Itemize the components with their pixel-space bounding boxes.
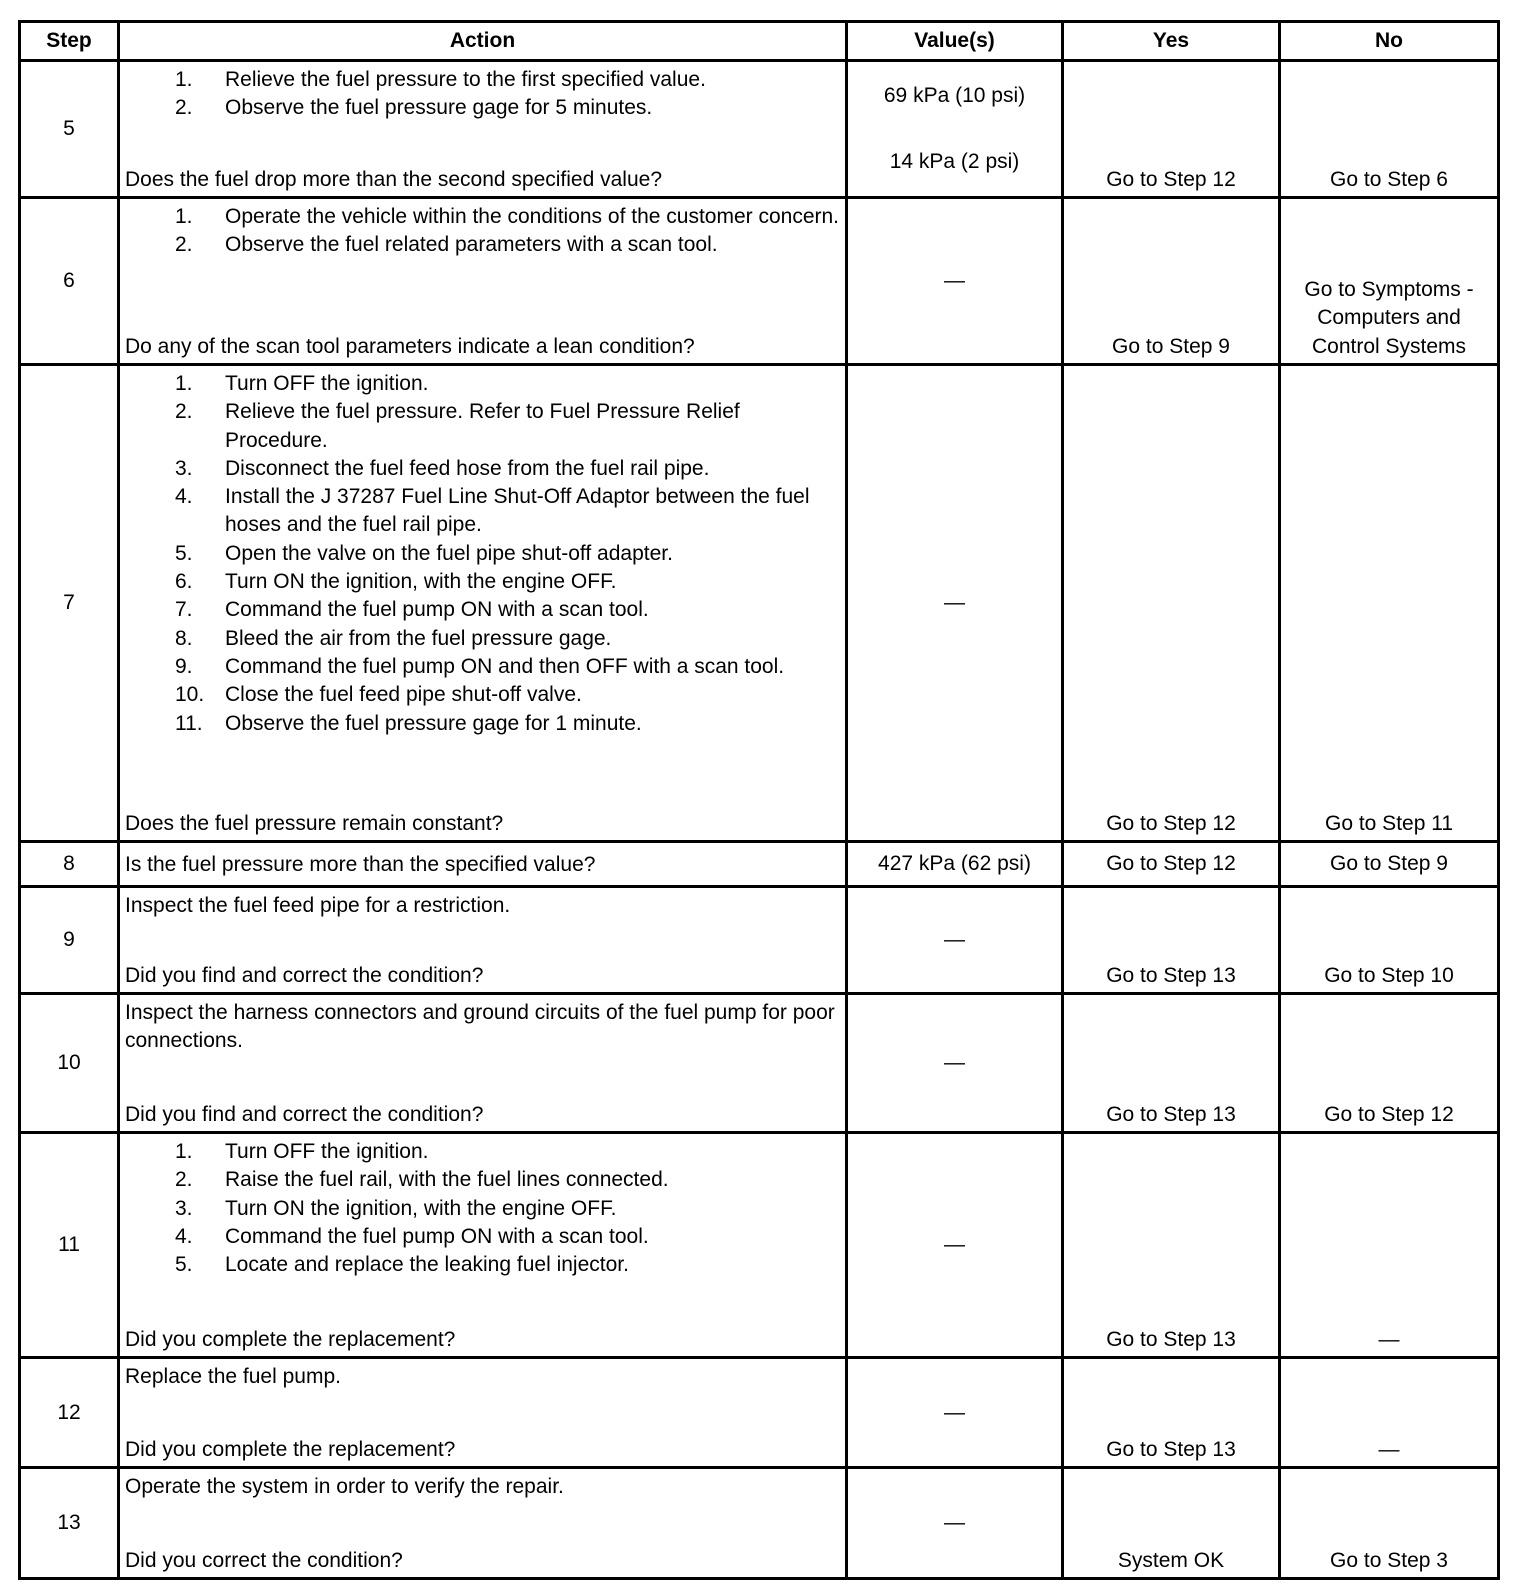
step-number: 9 xyxy=(20,887,119,994)
list-item xyxy=(125,540,839,568)
item-text: Operate the vehicle within the conditions of the customer concern. xyxy=(225,205,840,228)
item-text: Observe the fuel pressure gage for 5 minutes. xyxy=(225,96,653,120)
action-list xyxy=(125,1138,839,1279)
action-question: Did you find and correct the condition? xyxy=(125,963,484,987)
table-row xyxy=(20,365,1499,842)
item-number: 1. xyxy=(175,68,193,91)
step-number: 6 xyxy=(20,198,119,365)
table-row xyxy=(20,887,1499,994)
item-text: Turn ON the ignition, with the engine OFF. xyxy=(225,570,617,594)
header-values: Value(s) xyxy=(847,22,1063,61)
list-item xyxy=(125,1166,839,1194)
action-cell xyxy=(119,1133,847,1358)
item-text: Relieve the fuel pressure. Refer to Fuel Pressure Relief Procedure. xyxy=(225,400,740,452)
item-text: Open the valve on the fuel pipe shut-off adapter. xyxy=(225,541,673,565)
list-item xyxy=(125,455,839,483)
item-number: 2. xyxy=(175,96,193,120)
value-2: 14 kPa (2 psi) xyxy=(889,150,1020,173)
list-item xyxy=(125,231,839,259)
table-row xyxy=(20,1468,1499,1579)
no-cell: Go to Step 3 xyxy=(1280,1468,1499,1579)
header-step: Step xyxy=(20,22,119,61)
item-number: 5. xyxy=(175,1253,193,1277)
item-number: 1. xyxy=(175,1140,193,1163)
item-text: Disconnect the fuel feed hose from the fuel rail pipe. xyxy=(225,456,710,480)
item-text: Install the J 37287 Fuel Line Shut-Off Adaptor between the fuel hoses and the fuel rail pipe. xyxy=(225,485,810,537)
action-cell xyxy=(119,198,847,365)
value-1: 69 kPa (10 psi) xyxy=(883,84,1026,107)
list-item xyxy=(125,203,839,231)
table-row xyxy=(20,842,1499,887)
item-number: 7. xyxy=(175,598,193,622)
action-text: Inspect the fuel feed pipe for a restriction. xyxy=(125,894,511,917)
item-number: 8. xyxy=(175,626,193,650)
action-question: Does the fuel pressure remain constant? xyxy=(125,811,504,835)
step-number: 10 xyxy=(20,994,119,1133)
item-number: 6. xyxy=(175,570,193,594)
values-cell: — xyxy=(847,1358,1063,1468)
item-text: Command the fuel pump ON and then OFF with a scan tool. xyxy=(225,654,785,678)
table-row xyxy=(20,61,1499,198)
action-cell xyxy=(119,1358,847,1468)
table-row xyxy=(20,1358,1499,1468)
action-text: Inspect the harness connectors and ground circuits of the fuel pump for poor connections. xyxy=(125,1001,835,1053)
step-number: 7 xyxy=(20,365,119,842)
item-number: 11. xyxy=(175,711,203,735)
action-text: Operate the system in order to verify the repair. xyxy=(125,1475,564,1498)
item-text: Close the fuel feed pipe shut-off valve. xyxy=(225,683,582,707)
step-number: 11 xyxy=(20,1133,119,1358)
no-cell: Go to Symptoms - Computers and Control Systems xyxy=(1280,198,1499,365)
step-number: 8 xyxy=(20,842,119,887)
item-number: 2. xyxy=(175,1168,193,1192)
item-number: 2. xyxy=(175,233,193,257)
no-cell: Go to Step 10 xyxy=(1280,887,1499,994)
header-yes: Yes xyxy=(1063,22,1280,61)
item-number: 4. xyxy=(175,485,193,509)
no-cell: — xyxy=(1280,1133,1499,1358)
no-cell: Go to Step 11 xyxy=(1280,365,1499,842)
action-cell xyxy=(119,1468,847,1579)
item-text: Turn ON the ignition, with the engine OFF. xyxy=(225,1196,617,1220)
values-cell: — xyxy=(847,994,1063,1133)
action-list xyxy=(125,203,839,260)
action-question: Did you find and correct the condition? xyxy=(125,1102,484,1126)
item-text: Command the fuel pump ON with a scan tool. xyxy=(225,1224,649,1248)
action-cell xyxy=(119,365,847,842)
item-number: 3. xyxy=(175,456,193,480)
list-item xyxy=(125,1195,839,1223)
no-cell: Go to Step 6 xyxy=(1280,61,1499,198)
header-no: No xyxy=(1280,22,1499,61)
diagnostic-table xyxy=(18,20,1500,1580)
list-item xyxy=(125,66,839,94)
list-item xyxy=(125,398,839,455)
header-row xyxy=(20,22,1499,61)
item-text: Relieve the fuel pressure to the first specified value. xyxy=(225,68,706,91)
list-item xyxy=(125,568,839,596)
action-question: Did you complete the replacement? xyxy=(125,1327,456,1351)
list-item xyxy=(125,1223,839,1251)
step-number: 12 xyxy=(20,1358,119,1468)
list-item xyxy=(125,1251,839,1279)
list-item xyxy=(125,596,839,624)
action-list xyxy=(125,370,839,738)
item-text: Turn OFF the ignition. xyxy=(225,372,429,395)
yes-cell: Go to Step 13 xyxy=(1063,994,1280,1133)
item-number: 2. xyxy=(175,400,193,424)
step-number: 13 xyxy=(20,1468,119,1579)
item-number: 10. xyxy=(175,683,205,707)
action-list xyxy=(125,66,839,123)
item-text: Turn OFF the ignition. xyxy=(225,1140,429,1163)
item-text: Observe the fuel pressure gage for 1 minute. xyxy=(225,711,642,735)
yes-cell: Go to Step 12 xyxy=(1063,842,1280,887)
action-question: Do any of the scan tool parameters indicate a lean condition? xyxy=(125,334,695,358)
yes-cell: Go to Step 12 xyxy=(1063,61,1280,198)
item-text: Raise the fuel rail, with the fuel lines connected. xyxy=(225,1168,669,1192)
table-row xyxy=(20,198,1499,365)
values-cell: — xyxy=(847,365,1063,842)
action-cell xyxy=(119,61,847,198)
list-item xyxy=(125,483,839,540)
action-cell xyxy=(119,994,847,1133)
action-question: Did you correct the condition? xyxy=(125,1548,403,1572)
item-text: Command the fuel pump ON with a scan tool. xyxy=(225,598,649,622)
no-cell: Go to Step 9 xyxy=(1280,842,1499,887)
yes-cell: Go to Step 13 xyxy=(1063,887,1280,994)
item-text: Locate and replace the leaking fuel injector. xyxy=(225,1253,629,1277)
yes-cell: Go to Step 9 xyxy=(1063,198,1280,365)
table-row xyxy=(20,1133,1499,1358)
list-item xyxy=(125,370,839,398)
header-action: Action xyxy=(119,22,847,61)
values-cell: 427 kPa (62 psi) xyxy=(847,842,1063,887)
item-number: 4. xyxy=(175,1224,193,1248)
item-number: 5. xyxy=(175,541,193,565)
item-text: Observe the fuel related parameters with a scan tool. xyxy=(225,233,718,257)
values-cell: — xyxy=(847,198,1063,365)
action-cell xyxy=(119,842,847,887)
list-item xyxy=(125,710,839,738)
list-item xyxy=(125,94,839,122)
list-item xyxy=(125,1138,839,1166)
no-cell: Go to Step 12 xyxy=(1280,994,1499,1133)
list-item xyxy=(125,681,839,709)
values-cell: — xyxy=(847,887,1063,994)
no-cell: — xyxy=(1280,1358,1499,1468)
item-text: Bleed the air from the fuel pressure gage. xyxy=(225,626,612,650)
yes-cell: System OK xyxy=(1063,1468,1280,1579)
item-number: 9. xyxy=(175,654,193,678)
step-number: 5 xyxy=(20,61,119,198)
action-cell xyxy=(119,887,847,994)
values-cell: — xyxy=(847,1133,1063,1358)
yes-cell: Go to Step 13 xyxy=(1063,1133,1280,1358)
yes-cell: Go to Step 13 xyxy=(1063,1358,1280,1468)
list-item xyxy=(125,653,839,681)
item-number: 1. xyxy=(175,205,193,228)
action-text: Is the fuel pressure more than the specified value? xyxy=(125,852,596,876)
action-question: Did you complete the replacement? xyxy=(125,1437,456,1461)
list-item xyxy=(125,625,839,653)
action-question: Does the fuel drop more than the second specified value? xyxy=(125,167,663,191)
table-row xyxy=(20,994,1499,1133)
values-cell xyxy=(847,61,1063,198)
action-text: Replace the fuel pump. xyxy=(125,1365,341,1388)
yes-cell: Go to Step 12 xyxy=(1063,365,1280,842)
item-number: 1. xyxy=(175,372,193,395)
item-number: 3. xyxy=(175,1196,193,1220)
values-cell: — xyxy=(847,1468,1063,1579)
